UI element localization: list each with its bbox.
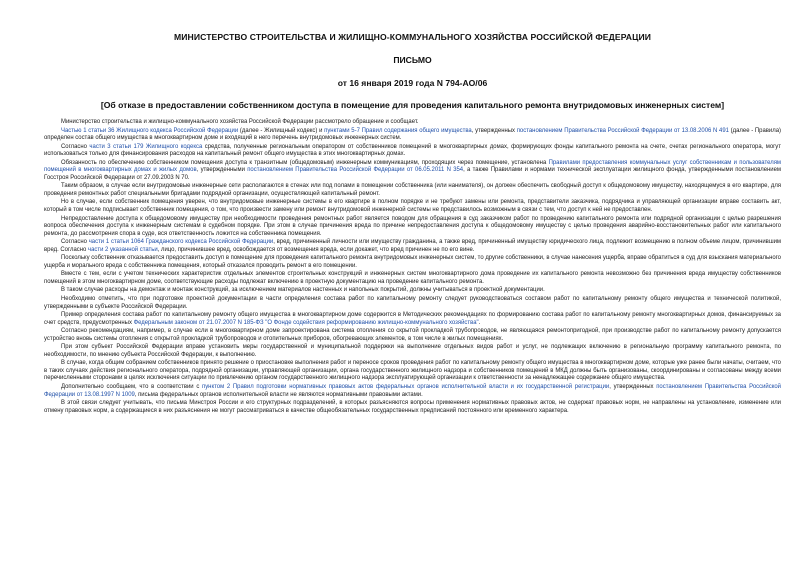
paragraph-text: Дополнительно сообщаем, что в соответствии с [61,384,202,390]
legal-reference-link[interactable]: части 3 статьи 179 Жилищного кодекса [89,143,203,150]
paragraph-text: (далее - Правила) определен состав общего имущества в многоквартирном доме и входящий в него перечень внутридомовых инженерных систем. [44,127,781,142]
legal-reference-link[interactable]: Федеральным законом от 21.07.2007 N 185-ФЗ "О Фонде содействия реформированию жилищно-коммунального хозяйства" [133,319,479,326]
body-paragraph [44,216,781,239]
paragraph-text: Обязанность по обеспечению собственником помещения доступа к транзитным (общедомовым) инженерным коммуникациям, проходящих через помещение, установлена [61,159,549,166]
legal-reference-link[interactable]: постановлением Правительства Российской Федерации от 13.08.2006 N 491 [516,127,729,134]
body-paragraph [44,183,781,198]
paragraph-text: В таком случае расходы на демонтаж и монтаж конструкций, за исключением материалов настенных и напольных покрытий, должны учитываться в проектной документации. [61,287,545,294]
paragraph-text: Министерство строительства и жилищно-коммунального хозяйства Российской Федерации рассмотрело обращение и сообщает. [61,119,419,125]
paragraph-text: Пример определения состава работ по капитальному ремонту общего имущества в многоквартирном доме содержится в Методических рекомендациях по формированию состава работ по капитальному ремонту многоквартирных домов, финансируемых за счет средств, предусмотренных [44,312,781,326]
document-subject: [Об отказе в предоставлении собственником доступа в помещение для проведения капитального ремонта внутридомовых инженерных систем] [100,100,725,110]
ministry-name: МИНИСТЕРСТВО СТРОИТЕЛЬСТВА И ЖИЛИЩНО-КОММУНАЛЬНОГО ХОЗЯЙСТВА РОССИЙСКОЙ ФЕДЕРАЦИИ [173,32,652,42]
document-date-number: от 16 января 2019 года N 794-АО/06 [337,78,488,88]
paragraph-text: средства, полученные региональным оператором от собственников помещений в многоквартирных домах, формирующих фонды капитального ремонта на счете, счетах регионального оператора, могут использоваться только для финансирования расходов на капитальный ремонт общего имущества в этих многоквартирных домах. [44,143,781,158]
legal-reference-link[interactable]: Частью 1 статьи 36 Жилищного кодекса Российской Федерации [61,127,239,134]
paragraph-text: , а также Правилами и нормами технической эксплуатации жилищного фонда, утвержденными постановлением Госстроя Российской Федерации от 27.09.2003 N 70. [44,167,781,181]
body-paragraph [44,384,781,399]
body-paragraph [44,328,781,343]
legal-reference-link[interactable]: пунктом 2 Правил подготовки нормативных правовых актов федеральных органов исполнительной власти и их государственной регистрации [202,384,610,390]
paragraph-text: , письма федеральных органов исполнительной власти не являются нормативными правовыми актами. [134,391,423,398]
paragraph-text: Согласно [61,143,90,150]
body-paragraph [44,144,781,159]
paragraph-text: При этом субъект Российской Федерации вправе установить меры государственной и муниципальной поддержки на выполнение отдельных видов работ и услуг, не подлежащих включению в региональную программу капитального ремонта, по необходимости, по мнению субъекта Российской Федерации, к выполнению. [44,344,781,358]
legal-reference-link[interactable]: пунктами 5-7 Правил содержания общего имущества [324,127,472,134]
paragraph-text: Но в случае, если собственник помещения уверен, что внутридомовые инженерные системы в его квартире в полном порядке и не требуют замены или ремонта, представители заказчика, подрядчика и управляющей организации вправе составить акт, который в том числе подписывает собственник помещения, о том, что произвести замену или ремонт внутридомовой инженерной системы не представилось возможным в связи с тем, что доступ к ней не предоставлен. [44,199,781,213]
body-paragraph [44,199,781,214]
body-paragraph [44,128,781,143]
paragraph-text: Вместе с тем, если с учетом технических характеристик отдельных элементов строительных конструкций и инженерных систем многоквартирного дома проведение их капитального ремонта невозможно без причинения вреда имуществу собственников помещений в этом многоквартирном доме, соответствующие расходы подлежат включению в проектную документацию на проведение капитального ремонта. [44,271,781,285]
body-paragraph [44,239,781,254]
body-paragraph [44,296,781,311]
legal-reference-link[interactable]: части 1 статьи 1064 Гражданского кодекса Российской Федерации [88,239,274,246]
paragraph-text: . [478,319,481,326]
document-body [44,119,781,415]
body-paragraph [44,312,781,327]
paragraph-text: В случае, когда общим собранием собственников принято решение о приостановке выполнения работ и переносе сроков проведения работ по капитальному ремонту общего имущества в многоквартирном доме, которые уже ранее были начаты, считаем, что в таких случаях действия регионального оператора, подрядной организации, управляющей организации, органа государственного жилищного надзора и собственников помещений в МКД должны быть организованы, скоординированы и согласованы между всеми перечисленными сторонами в целях исключения ситуации по привлечению органом государственного жилищного надзора эксплуатирующей организации к ответственности за ненадлежащее содержание общего имущества. [44,360,781,382]
document-kind: ПИСЬМО [393,55,432,65]
paragraph-text: , утвержденных [471,127,517,134]
paragraph-text: Согласно [61,239,89,246]
paragraph-text: В этой связи следует учитывать, что письма Минстроя России и его структурных подразделений, в которых разъясняются вопросы применения нормативных правовых актов, не содержат правовых норм, не направлены на установление, изменение или отмену правовых норм, а содержащиеся в них разъяснения не могут рассматриваться в качестве общеобязательных государственных предписаний постоянного или временного характера. [44,400,781,414]
body-paragraph [44,360,781,383]
body-paragraph [44,400,781,415]
legal-reference-link[interactable]: части 2 указанной статьи [87,246,158,253]
body-paragraph [44,160,781,183]
body-paragraph [44,344,781,359]
legal-reference-link[interactable]: Правилами предоставления коммунальных услуг собственникам и пользователям помещений в многоквартирных домах и жилых домов [44,159,781,174]
paragraph-text: Непредоставление доступа к общедомовому имуществу при необходимости проведения ремонтных работ является поводом для обращения в суд заказчиком работ по проведению капитального ремонта или подрядной организации с целью разрешения вопроса обеспечения доступа к инженерным системам в судебном порядке. При этом в случае причинения вреда по причине непредоставления доступа к общедомовому имуществу с целью проведения аварийно-восстановительных работ или капитального ремонта, до рассмотрения спора в суде, вся ответственность ложится на собственника помещения. [44,215,781,237]
paragraph-text: Таким образом, в случае если внутридомовые инженерные сети располагаются в стенах или под полами в помещении собственника (или нанимателя), он должен обеспечить свободный доступ к общедомовому имуществу, находящемуся в его квартире, для проведения ремонтных работ специальными бригадами подрядной организации, осуществляющей капитальный ремонт. [44,183,781,197]
paragraph-text: Согласно рекомендациям, например, в случае если в многоквартирном доме запроектирована система отопления со скрытой прокладкой трубопроводов, не являющаяся ремонтопригодной, при производстве работ по капитальному ремонту допускается устройство вновь системы отопления с открытой прокладкой трубопроводов и отопительных приборов, обогревающих элементов, в том числе в жилых помещениях. [44,328,781,342]
paragraph-text: Поскольку собственник отказывается предоставить доступ в помещение для проведения капитального ремонта внутридомовых инженерных систем, то другие собственники, в случае нанесения ущерба, вправе обратиться в суд для взыскания материального ущерба и морального вреда с собственника помещения, который отказался проводить ремонт в его помещении. [44,255,781,269]
paragraph-text: , лицо, причинившее вред, освобождается от возмещения вреда, если докажет, что вред причинен не по его вине. [157,246,475,253]
body-paragraph [44,271,781,286]
body-paragraph [44,119,781,127]
paragraph-text: , утвержденными [196,167,248,174]
body-paragraph [44,255,781,270]
paragraph-text: (далее - Жилищный кодекс) и [238,127,325,134]
paragraph-text: , вред, причиненный личности или имуществу гражданина, а также вред, причиненный имуществу юридического лица, подлежит возмещению в полном объеме лицом, причинившим вред. Согласно [44,239,781,253]
paragraph-text: Необходимо отметить, что при подготовке проектной документации в части определения состава работ по капитальному ремонту следует руководствоваться составом работ по капитальному ремонту общего имущества и технической политикой, утвержденными в субъекте Российской Федерации. [44,296,781,310]
body-paragraph [44,287,781,295]
paragraph-text: , утвержденных [609,384,657,390]
legal-reference-link[interactable]: постановлением Правительства Российской Федерации от 06.05.2011 N 354 [247,167,464,174]
legal-reference-link[interactable]: постановлением Правительства Российской Федерации от 13.08.1997 N 1009 [44,384,781,398]
